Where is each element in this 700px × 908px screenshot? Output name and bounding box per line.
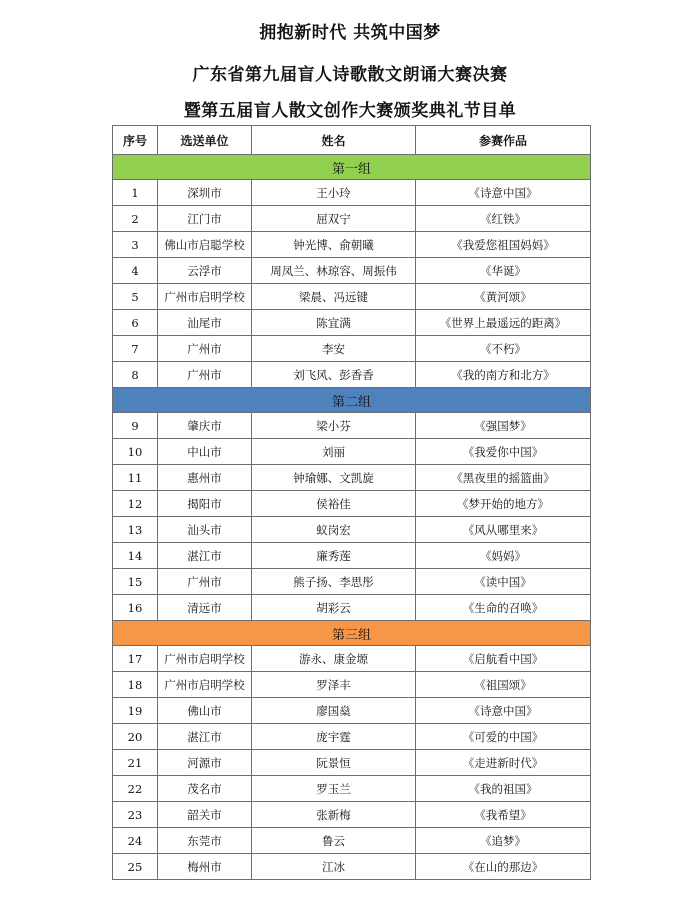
document-title-event: 广东省第九届盲人诗歌散文朗诵大赛决赛 [192, 65, 508, 85]
cell-name: 庞宇霆 [252, 724, 416, 750]
cell-work: 《世界上最遥远的距离》 [416, 310, 591, 336]
cell-index: 24 [113, 828, 158, 854]
cell-index: 12 [113, 491, 158, 517]
cell-name: 蚁岗宏 [252, 517, 416, 543]
cell-work: 《红铁》 [416, 206, 591, 232]
cell-unit: 清远市 [158, 595, 252, 621]
cell-unit: 揭阳市 [158, 491, 252, 517]
cell-index: 22 [113, 776, 158, 802]
cell-work: 《我的南方和北方》 [416, 362, 591, 388]
header-unit: 选送单位 [158, 126, 252, 155]
program-table [112, 125, 591, 880]
cell-index: 15 [113, 569, 158, 595]
cell-work: 《妈妈》 [416, 543, 591, 569]
table-row [113, 828, 591, 854]
cell-index: 11 [113, 465, 158, 491]
cell-name: 李安 [252, 336, 416, 362]
cell-name: 张新梅 [252, 802, 416, 828]
cell-name: 鲁云 [252, 828, 416, 854]
cell-unit: 河源市 [158, 750, 252, 776]
cell-name: 刘飞风、彭香香 [252, 362, 416, 388]
cell-unit: 佛山市启聪学校 [158, 232, 252, 258]
cell-index: 9 [113, 413, 158, 439]
cell-name: 江冰 [252, 854, 416, 880]
cell-name: 罗玉兰 [252, 776, 416, 802]
cell-work: 《华诞》 [416, 258, 591, 284]
cell-name: 屈双宁 [252, 206, 416, 232]
table-row [113, 802, 591, 828]
cell-name: 梁晨、冯远键 [252, 284, 416, 310]
cell-name: 钟光博、俞朝曦 [252, 232, 416, 258]
document-title-slogan: 拥抱新时代 共筑中国梦 [259, 23, 441, 43]
cell-unit: 中山市 [158, 439, 252, 465]
cell-unit: 佛山市 [158, 698, 252, 724]
group-label: 第一组 [113, 155, 591, 180]
cell-name: 廖国燊 [252, 698, 416, 724]
cell-unit: 惠州市 [158, 465, 252, 491]
table-row [113, 206, 591, 232]
cell-unit: 肇庆市 [158, 413, 252, 439]
table-row [113, 336, 591, 362]
cell-index: 14 [113, 543, 158, 569]
group-label: 第三组 [113, 621, 591, 646]
table-row [113, 646, 591, 672]
cell-name: 刘丽 [252, 439, 416, 465]
table-row [113, 750, 591, 776]
cell-index: 20 [113, 724, 158, 750]
table-row [113, 595, 591, 621]
table-row [113, 776, 591, 802]
cell-work: 《走进新时代》 [416, 750, 591, 776]
cell-index: 16 [113, 595, 158, 621]
cell-work: 《我爱您祖国妈妈》 [416, 232, 591, 258]
cell-index: 8 [113, 362, 158, 388]
cell-unit: 广州市 [158, 569, 252, 595]
cell-unit: 广州市启明学校 [158, 646, 252, 672]
cell-unit: 深圳市 [158, 180, 252, 206]
group-header-row [113, 388, 591, 413]
cell-work: 《诗意中国》 [416, 698, 591, 724]
cell-work: 《黑夜里的摇篮曲》 [416, 465, 591, 491]
cell-unit: 茂名市 [158, 776, 252, 802]
cell-unit: 广州市 [158, 336, 252, 362]
cell-name: 周凤兰、林琼容、周振伟 [252, 258, 416, 284]
cell-name: 阮景恒 [252, 750, 416, 776]
cell-index: 3 [113, 232, 158, 258]
cell-name: 王小玲 [252, 180, 416, 206]
header-name: 姓名 [252, 126, 416, 155]
cell-index: 17 [113, 646, 158, 672]
cell-index: 23 [113, 802, 158, 828]
cell-work: 《黄河颂》 [416, 284, 591, 310]
cell-work: 《追梦》 [416, 828, 591, 854]
table-row [113, 258, 591, 284]
cell-index: 10 [113, 439, 158, 465]
cell-index: 5 [113, 284, 158, 310]
cell-name: 钟瑜娜、文凯旋 [252, 465, 416, 491]
cell-name: 陈宜满 [252, 310, 416, 336]
cell-work: 《在山的那边》 [416, 854, 591, 880]
cell-unit: 广州市 [158, 362, 252, 388]
cell-index: 19 [113, 698, 158, 724]
cell-unit: 韶关市 [158, 802, 252, 828]
cell-work: 《生命的召唤》 [416, 595, 591, 621]
cell-name: 罗泽丰 [252, 672, 416, 698]
table-row [113, 672, 591, 698]
cell-work: 《我的祖国》 [416, 776, 591, 802]
header-work: 参赛作品 [416, 126, 591, 155]
cell-work: 《我希望》 [416, 802, 591, 828]
cell-work: 《祖国颂》 [416, 672, 591, 698]
table-row [113, 413, 591, 439]
cell-index: 21 [113, 750, 158, 776]
cell-index: 4 [113, 258, 158, 284]
cell-work: 《启航看中国》 [416, 646, 591, 672]
table-row [113, 569, 591, 595]
table-row [113, 724, 591, 750]
cell-work: 《诗意中国》 [416, 180, 591, 206]
cell-name: 游永、康金塬 [252, 646, 416, 672]
cell-work: 《可爱的中国》 [416, 724, 591, 750]
document-title-program: 暨第五届盲人散文创作大赛颁奖典礼节目单 [183, 101, 517, 121]
cell-unit: 梅州市 [158, 854, 252, 880]
cell-name: 侯裕佳 [252, 491, 416, 517]
cell-index: 1 [113, 180, 158, 206]
table-header-row [113, 126, 591, 155]
table-row [113, 543, 591, 569]
cell-work: 《风从哪里来》 [416, 517, 591, 543]
cell-index: 7 [113, 336, 158, 362]
table-row [113, 439, 591, 465]
table-row [113, 517, 591, 543]
table-row [113, 854, 591, 880]
cell-work: 《读中国》 [416, 569, 591, 595]
cell-work: 《强国梦》 [416, 413, 591, 439]
cell-index: 25 [113, 854, 158, 880]
cell-name: 廉秀莲 [252, 543, 416, 569]
group-header-row [113, 621, 591, 646]
cell-name: 梁小芬 [252, 413, 416, 439]
cell-unit: 江门市 [158, 206, 252, 232]
cell-work: 《不朽》 [416, 336, 591, 362]
header-index: 序号 [113, 126, 158, 155]
table-row [113, 698, 591, 724]
table-row [113, 284, 591, 310]
cell-index: 18 [113, 672, 158, 698]
cell-unit: 湛江市 [158, 543, 252, 569]
cell-index: 2 [113, 206, 158, 232]
cell-unit: 湛江市 [158, 724, 252, 750]
table-row [113, 180, 591, 206]
cell-unit: 东莞市 [158, 828, 252, 854]
cell-work: 《我爱你中国》 [416, 439, 591, 465]
group-label: 第二组 [113, 388, 591, 413]
cell-name: 熊子扬、李思彤 [252, 569, 416, 595]
cell-unit: 云浮市 [158, 258, 252, 284]
cell-unit: 汕头市 [158, 517, 252, 543]
cell-index: 6 [113, 310, 158, 336]
table-row [113, 232, 591, 258]
cell-unit: 广州市启明学校 [158, 672, 252, 698]
cell-name: 胡彩云 [252, 595, 416, 621]
cell-unit: 广州市启明学校 [158, 284, 252, 310]
group-header-row [113, 155, 591, 180]
cell-work: 《梦开始的地方》 [416, 491, 591, 517]
table-body [113, 155, 591, 880]
cell-index: 13 [113, 517, 158, 543]
table-row [113, 362, 591, 388]
cell-unit: 汕尾市 [158, 310, 252, 336]
table-row [113, 310, 591, 336]
table-row [113, 491, 591, 517]
table-row [113, 465, 591, 491]
